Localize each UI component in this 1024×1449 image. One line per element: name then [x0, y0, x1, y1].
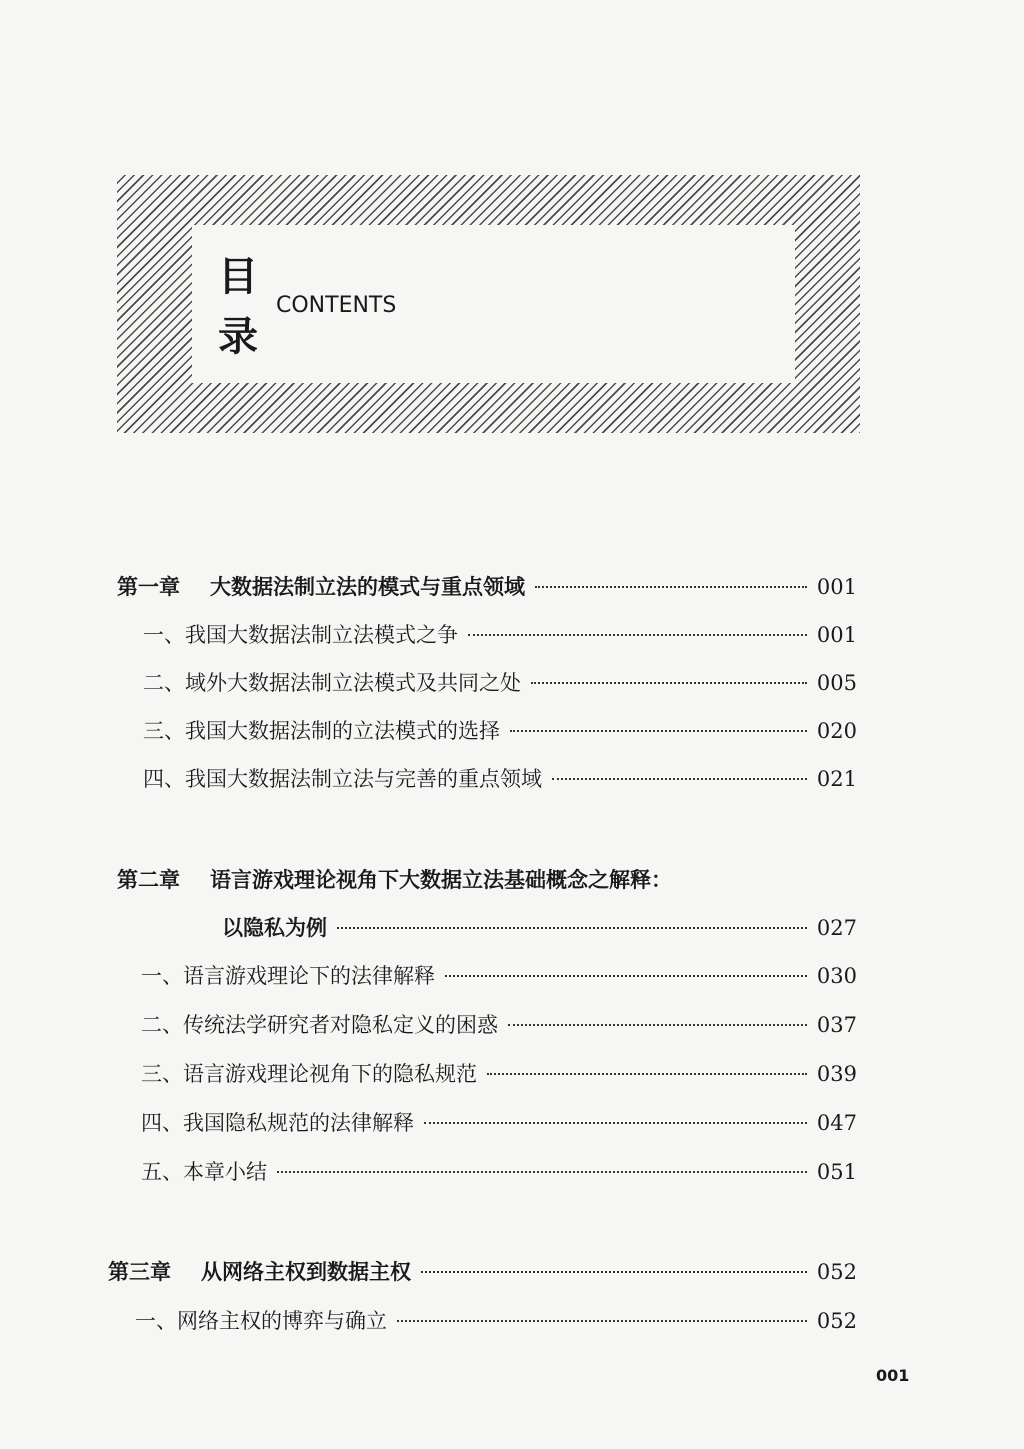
dot-leader: [424, 1122, 807, 1124]
toc-page-number: 027: [816, 916, 857, 940]
section-title: 一、语言游戏理论下的法律解释: [141, 964, 435, 988]
section-title: 二、传统法学研究者对隐私定义的困惑: [141, 1013, 498, 1037]
toc-chapter-3[interactable]: [108, 1255, 857, 1289]
dot-leader: [421, 1271, 807, 1273]
dot-leader: [487, 1073, 807, 1075]
dot-leader: [510, 730, 807, 732]
toc-page-number: 037: [816, 1013, 857, 1037]
section-title: 四、我国大数据法制立法与完善的重点领域: [143, 767, 542, 791]
toc-page-number: 001: [816, 575, 857, 599]
section-title: 一、我国大数据法制立法模式之争: [143, 623, 458, 647]
toc-entry-2-1[interactable]: [141, 959, 857, 993]
toc-entry-1-1[interactable]: [143, 618, 857, 652]
chapter-number: 第三章: [108, 1260, 171, 1284]
section-title: 三、语言游戏理论视角下的隐私规范: [141, 1062, 477, 1086]
dot-leader: [397, 1320, 807, 1322]
toc-title-char-2: 录: [218, 314, 258, 360]
toc-entry-1-3[interactable]: [143, 714, 857, 748]
toc-title-english: CONTENTS: [276, 293, 397, 318]
toc-entry-2-2[interactable]: [141, 1008, 857, 1042]
toc-chapter-3-label: [108, 1255, 411, 1289]
toc-header-box: [117, 175, 860, 433]
dot-leader: [468, 634, 807, 636]
section-title: 四、我国隐私规范的法律解释: [141, 1111, 414, 1135]
chapter-title: 大数据法制立法的模式与重点领域: [210, 575, 525, 599]
toc-page-number: 052: [816, 1260, 857, 1284]
toc-page-number: 001: [816, 623, 857, 647]
toc-chapter-2-label: [117, 863, 672, 897]
toc-entry-2-4[interactable]: [141, 1106, 857, 1140]
dot-leader: [531, 682, 807, 684]
toc-entry-2-3[interactable]: [141, 1057, 857, 1091]
toc-header-inner: [192, 225, 795, 383]
toc-page-number: 039: [816, 1062, 857, 1086]
toc-entry-2-5[interactable]: [141, 1155, 857, 1189]
toc-title-char-1: 目: [218, 254, 258, 300]
section-title: 二、域外大数据法制立法模式及共同之处: [143, 671, 521, 695]
dot-leader: [337, 927, 807, 929]
section-title: 一、网络主权的博弈与确立: [135, 1309, 387, 1333]
toc-chapter-2-continued[interactable]: [222, 911, 857, 945]
toc-entry-3-1[interactable]: [135, 1304, 857, 1338]
toc-page-number: 051: [816, 1160, 857, 1184]
chapter-number: 第一章: [117, 575, 180, 599]
toc-page-number: 020: [816, 719, 857, 743]
dot-leader: [277, 1171, 807, 1173]
page-number: 001: [876, 1366, 910, 1385]
toc-page-number: 021: [816, 767, 857, 791]
section-title: 五、本章小结: [141, 1160, 267, 1184]
chapter-title: 从网络主权到数据主权: [201, 1260, 411, 1284]
section-title: 三、我国大数据法制的立法模式的选择: [143, 719, 500, 743]
toc-chapter-1-label: [117, 570, 525, 604]
toc-page-number: 030: [816, 964, 857, 988]
chapter-title: 语言游戏理论视角下大数据立法基础概念之解释：: [210, 868, 672, 892]
toc-chapter-1[interactable]: [117, 570, 857, 604]
chapter-title-continued: 以隐私为例: [222, 916, 327, 940]
toc-page-number: 005: [816, 671, 857, 695]
dot-leader: [445, 975, 807, 977]
toc-entry-1-4[interactable]: [143, 762, 857, 796]
toc-page-number: 047: [816, 1111, 857, 1135]
toc-page-number: 052: [816, 1309, 857, 1333]
dot-leader: [508, 1024, 807, 1026]
toc-chapter-2[interactable]: [117, 863, 857, 897]
chapter-number: 第二章: [117, 868, 180, 892]
toc-entry-1-2[interactable]: [143, 666, 857, 700]
dot-leader: [535, 586, 807, 588]
dot-leader: [552, 778, 807, 780]
